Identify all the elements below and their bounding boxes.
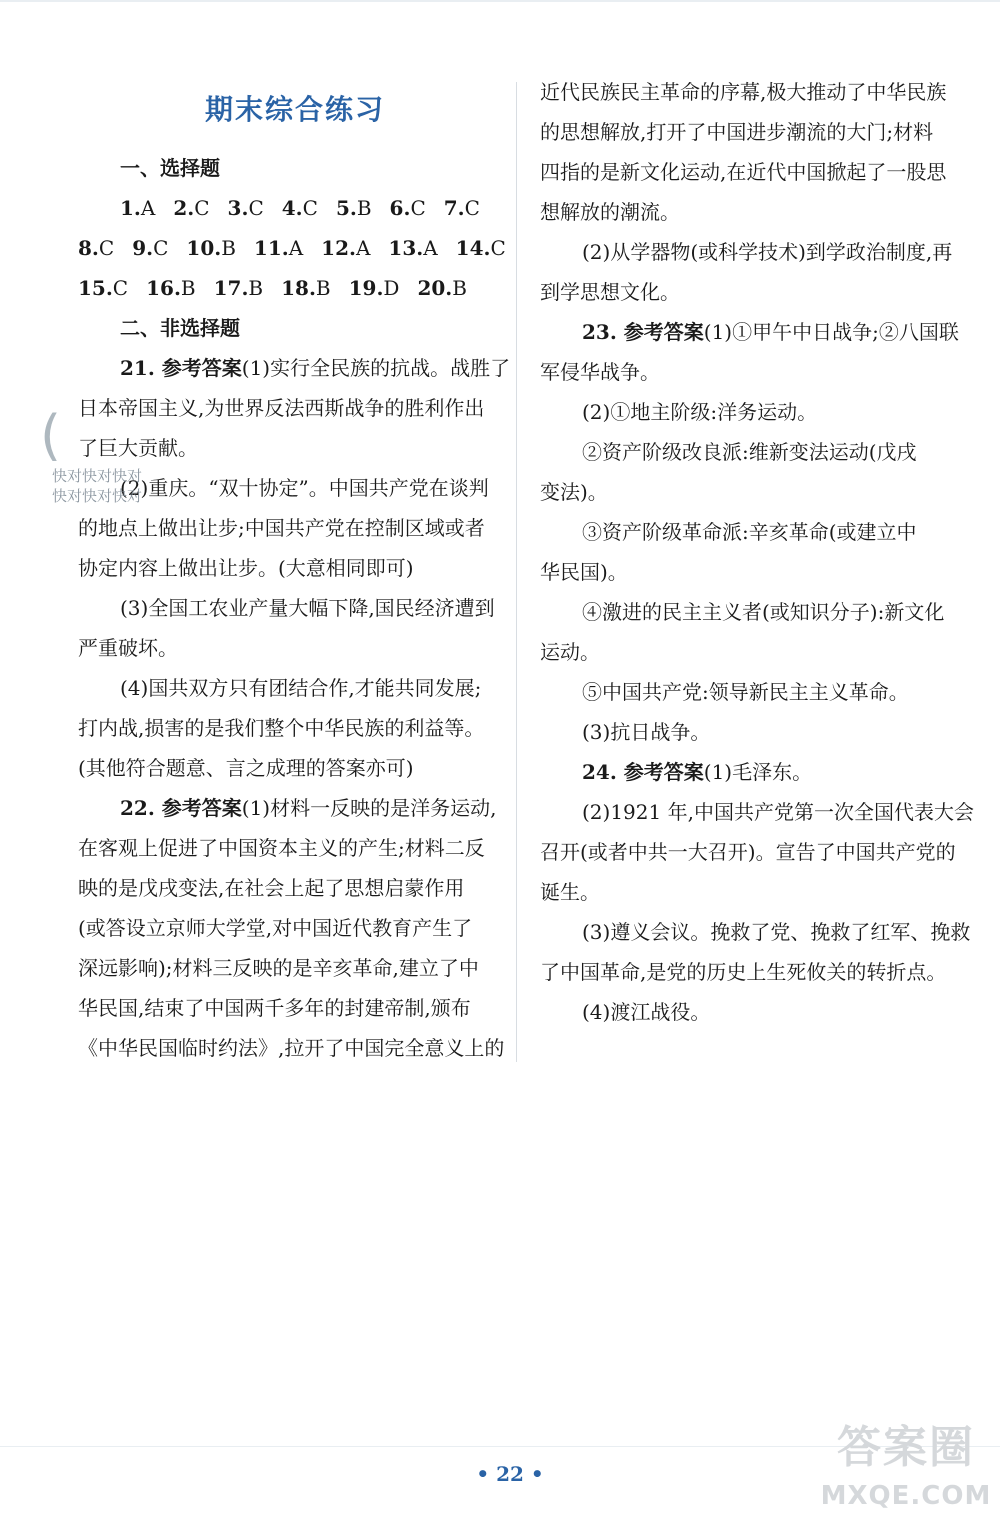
question-number: 19. — [348, 276, 384, 300]
choice-answer-row — [78, 188, 502, 228]
line-text: (4)渡江战役。 — [582, 1000, 711, 1024]
choice-answer-row — [78, 268, 502, 308]
text-line — [540, 312, 968, 352]
question-number: 7. — [443, 196, 465, 220]
answer-letter: D — [383, 276, 400, 300]
choice-answer-grid — [78, 188, 506, 308]
answer-letter: B — [356, 196, 372, 220]
choice-answer-item — [336, 188, 372, 228]
line-text: 到学思想文化。 — [540, 280, 680, 304]
text-line — [540, 232, 968, 272]
line-text: 召开(或者中共一大召开)。宣告了中国共产党的 — [540, 840, 956, 864]
line-text: 在客观上促进了中国资本主义的产生;材料二反 — [78, 836, 485, 860]
answer-letter: C — [490, 236, 506, 260]
line-text: 运动。 — [540, 640, 600, 664]
text-line — [540, 632, 968, 672]
question-number: 4. — [281, 196, 303, 220]
question-number: 5. — [335, 196, 357, 220]
question-number: 3. — [227, 196, 249, 220]
text-line — [78, 668, 502, 708]
line-text: (1)毛泽东。 — [703, 760, 813, 784]
watermark-overlay — [52, 466, 172, 506]
text-line — [540, 552, 968, 592]
answer-letter: C — [98, 236, 115, 260]
site-logo — [818, 1418, 994, 1518]
answer-letter: C — [194, 196, 210, 220]
line-text: 华民国)。 — [540, 560, 628, 584]
line-text: 映的是戊戌变法,在社会上起了思想启蒙作用 — [78, 876, 465, 900]
line-text: ④激进的民主主义者(或知识分子):新文化 — [582, 600, 945, 624]
page-title: 期末综合练习 — [204, 93, 385, 126]
answer-letter: C — [248, 196, 264, 220]
answer-letter: B — [248, 276, 264, 300]
question-number: 13. — [388, 236, 424, 260]
text-line — [78, 548, 502, 588]
question-number: 1. — [120, 196, 141, 220]
answer-letter: B — [452, 276, 467, 300]
choice-answer-item — [78, 228, 114, 268]
watermark-line: 快对快对快对 — [52, 467, 143, 485]
text-line — [78, 348, 511, 388]
text-line — [78, 988, 502, 1028]
text-line — [540, 792, 974, 832]
answer-label: 22. 参考答案 — [120, 796, 242, 820]
line-text: (1)实行全民族的抗战。战胜了 — [241, 356, 511, 380]
answer-letter: C — [112, 276, 129, 300]
line-text: (4)国共双方只有团结合作,才能共同发展; — [120, 676, 482, 700]
choice-answer-item — [282, 188, 318, 228]
column-divider — [516, 82, 517, 1062]
choice-answer-item — [132, 228, 168, 268]
answer-label: 23. 参考答案 — [582, 320, 704, 344]
choice-answer-item — [173, 188, 209, 228]
line-text: 的思想解放,打开了中国进步潮流的大门;材料 — [540, 120, 934, 144]
line-text: (3)抗日战争。 — [582, 720, 711, 744]
answer-letter: A — [355, 236, 371, 260]
answer-letter: B — [315, 276, 331, 300]
choice-answer-item — [78, 268, 128, 308]
question-number: 20. — [417, 276, 453, 300]
line-text: (2)1921 年,中国共产党第一次全国代表大会 — [582, 800, 974, 824]
choice-answer-row — [78, 228, 506, 268]
line-text: 了中国革命,是党的历史上生死攸关的转折点。 — [540, 960, 947, 984]
choice-answer-item — [349, 268, 400, 308]
choice-answer-item — [444, 188, 480, 228]
choice-answer-item — [186, 228, 236, 268]
left-column — [78, 148, 511, 1068]
line-text: (1)材料一反映的是洋务运动, — [241, 796, 497, 820]
question-number: 6. — [389, 196, 411, 220]
text-line — [540, 392, 968, 432]
line-text: 协定内容上做出让步。(大意相同即可) — [78, 556, 414, 580]
text-line — [78, 788, 502, 828]
text-line — [78, 388, 502, 428]
line-text: ②资产阶级改良派:维新变法运动(戊戌 — [582, 440, 917, 464]
question-number: 17. — [213, 276, 249, 300]
top-rule — [0, 0, 1000, 2]
line-text: 军侵华战争。 — [540, 360, 660, 384]
question-number: 10. — [186, 236, 222, 260]
choice-answer-item — [281, 268, 331, 308]
line-text: (1)①甲午中日战争;②八国联 — [703, 320, 959, 344]
line-text: 想解放的潮流。 — [540, 200, 680, 224]
line-text: ③资产阶级革命派:辛亥革命(或建立中 — [582, 520, 917, 544]
right-answer-text — [540, 72, 974, 1032]
answer-letter: C — [410, 196, 426, 220]
answer-letter: C — [464, 196, 480, 220]
line-text: 近代民族民主革命的序幕,极大推动了中华民族 — [540, 80, 947, 104]
choice-answer-item — [214, 268, 264, 308]
text-line — [540, 592, 968, 632]
line-text: ⑤中国共产党:领导新民主主义革命。 — [582, 680, 909, 704]
answer-letter: A — [140, 196, 156, 220]
line-text: 诞生。 — [540, 880, 600, 904]
answer-letter: B — [221, 236, 236, 260]
line-text: 变法)。 — [540, 480, 608, 504]
line-text: (2)从学器物(或科学技术)到学政治制度,再 — [582, 240, 953, 264]
question-number: 18. — [281, 276, 316, 300]
answer-label: 21. 参考答案 — [120, 356, 242, 380]
question-number: 15. — [78, 276, 113, 300]
line-text: (3)遵义会议。挽救了党、挽救了红军、挽救 — [582, 920, 971, 944]
text-line — [540, 112, 968, 152]
answer-label: 24. 参考答案 — [582, 760, 704, 784]
question-number: 11. — [253, 236, 289, 260]
text-line — [540, 952, 968, 992]
text-line — [540, 992, 968, 1032]
answer-letter: C — [302, 196, 318, 220]
text-line — [540, 752, 968, 792]
text-line — [540, 192, 968, 232]
choice-answer-item — [417, 268, 467, 308]
text-line — [78, 428, 502, 468]
section-heading-nonchoice: 二、非选择题 — [120, 316, 240, 340]
line-text: (3)全国工农业产量大幅下降,国民经济遭到 — [120, 596, 495, 620]
choice-answer-item — [321, 228, 370, 268]
line-text: (2)重庆。“双十协定”。中国共产党在谈判 — [120, 476, 489, 500]
question-number: 16. — [146, 276, 181, 300]
line-text: (或答设立京师大学堂,对中国近代教育产生了 — [78, 916, 473, 940]
line-text: 深远影响);材料三反映的是辛亥革命,建立了中 — [78, 956, 479, 980]
text-line — [540, 72, 968, 112]
choice-answer-item — [254, 228, 303, 268]
left-answer-text — [78, 348, 511, 1068]
choice-answer-item — [146, 268, 196, 308]
line-text: 华民国,结束了中国两千多年的封建帝制,颁布 — [78, 996, 471, 1020]
text-line — [78, 868, 502, 908]
logo-mark: 答案圈 — [837, 1422, 975, 1473]
choice-answer-item — [456, 228, 506, 268]
text-line — [540, 432, 968, 472]
line-text: 打内战,损害的是我们整个中华民族的利益等。 — [78, 716, 485, 740]
right-column — [540, 72, 974, 1032]
text-line — [540, 512, 968, 552]
page-number: • 22 • — [476, 1462, 544, 1486]
text-line — [540, 352, 968, 392]
line-text: 严重破坏。 — [78, 636, 178, 660]
choice-answer-item — [388, 228, 437, 268]
question-number: 2. — [173, 196, 195, 220]
line-text: (2)①地主阶级:洋务运动。 — [582, 400, 818, 424]
text-line — [540, 832, 968, 872]
text-line — [78, 588, 502, 628]
text-line — [540, 472, 968, 512]
text-line — [78, 748, 502, 788]
answer-letter: A — [288, 236, 304, 260]
line-text: 的地点上做出让步;中国共产党在控制区域或者 — [78, 516, 485, 540]
choice-answer-item — [390, 188, 426, 228]
answer-letter: A — [423, 236, 438, 260]
text-line — [540, 912, 971, 952]
question-number: 14. — [455, 236, 491, 260]
question-number: 8. — [78, 236, 99, 260]
logo-url: MXQE.COM — [820, 1481, 992, 1511]
text-line — [78, 628, 502, 668]
text-line — [78, 908, 502, 948]
text-line — [78, 508, 502, 548]
answer-letter: C — [153, 236, 169, 260]
text-line — [540, 672, 968, 712]
text-line — [540, 872, 968, 912]
line-text: 日本帝国主义,为世界反法西斯战争的胜利作出 — [78, 396, 485, 420]
text-line — [78, 948, 502, 988]
text-line — [540, 272, 968, 312]
text-line — [540, 152, 968, 192]
text-line — [78, 828, 502, 868]
text-line — [540, 712, 968, 752]
line-text: (其他符合题意、言之成理的答案亦可) — [78, 756, 414, 780]
text-line — [78, 1028, 505, 1068]
choice-answer-item — [120, 188, 155, 228]
handwritten-mark: ( — [40, 404, 62, 467]
choice-answer-item — [228, 188, 264, 228]
line-text: 了巨大贡献。 — [78, 436, 198, 460]
question-number: 12. — [321, 236, 356, 260]
section-heading-choice: 一、选择题 — [120, 156, 220, 180]
answer-letter: B — [180, 276, 196, 300]
text-line — [78, 708, 502, 748]
question-number: 9. — [132, 236, 154, 260]
watermark-line: 快对快对快对 — [52, 487, 143, 505]
line-text: 《中华民国临时约法》,拉开了中国完全意义上的 — [78, 1036, 505, 1060]
line-text: 四指的是新文化运动,在近代中国掀起了一股思 — [540, 160, 947, 184]
